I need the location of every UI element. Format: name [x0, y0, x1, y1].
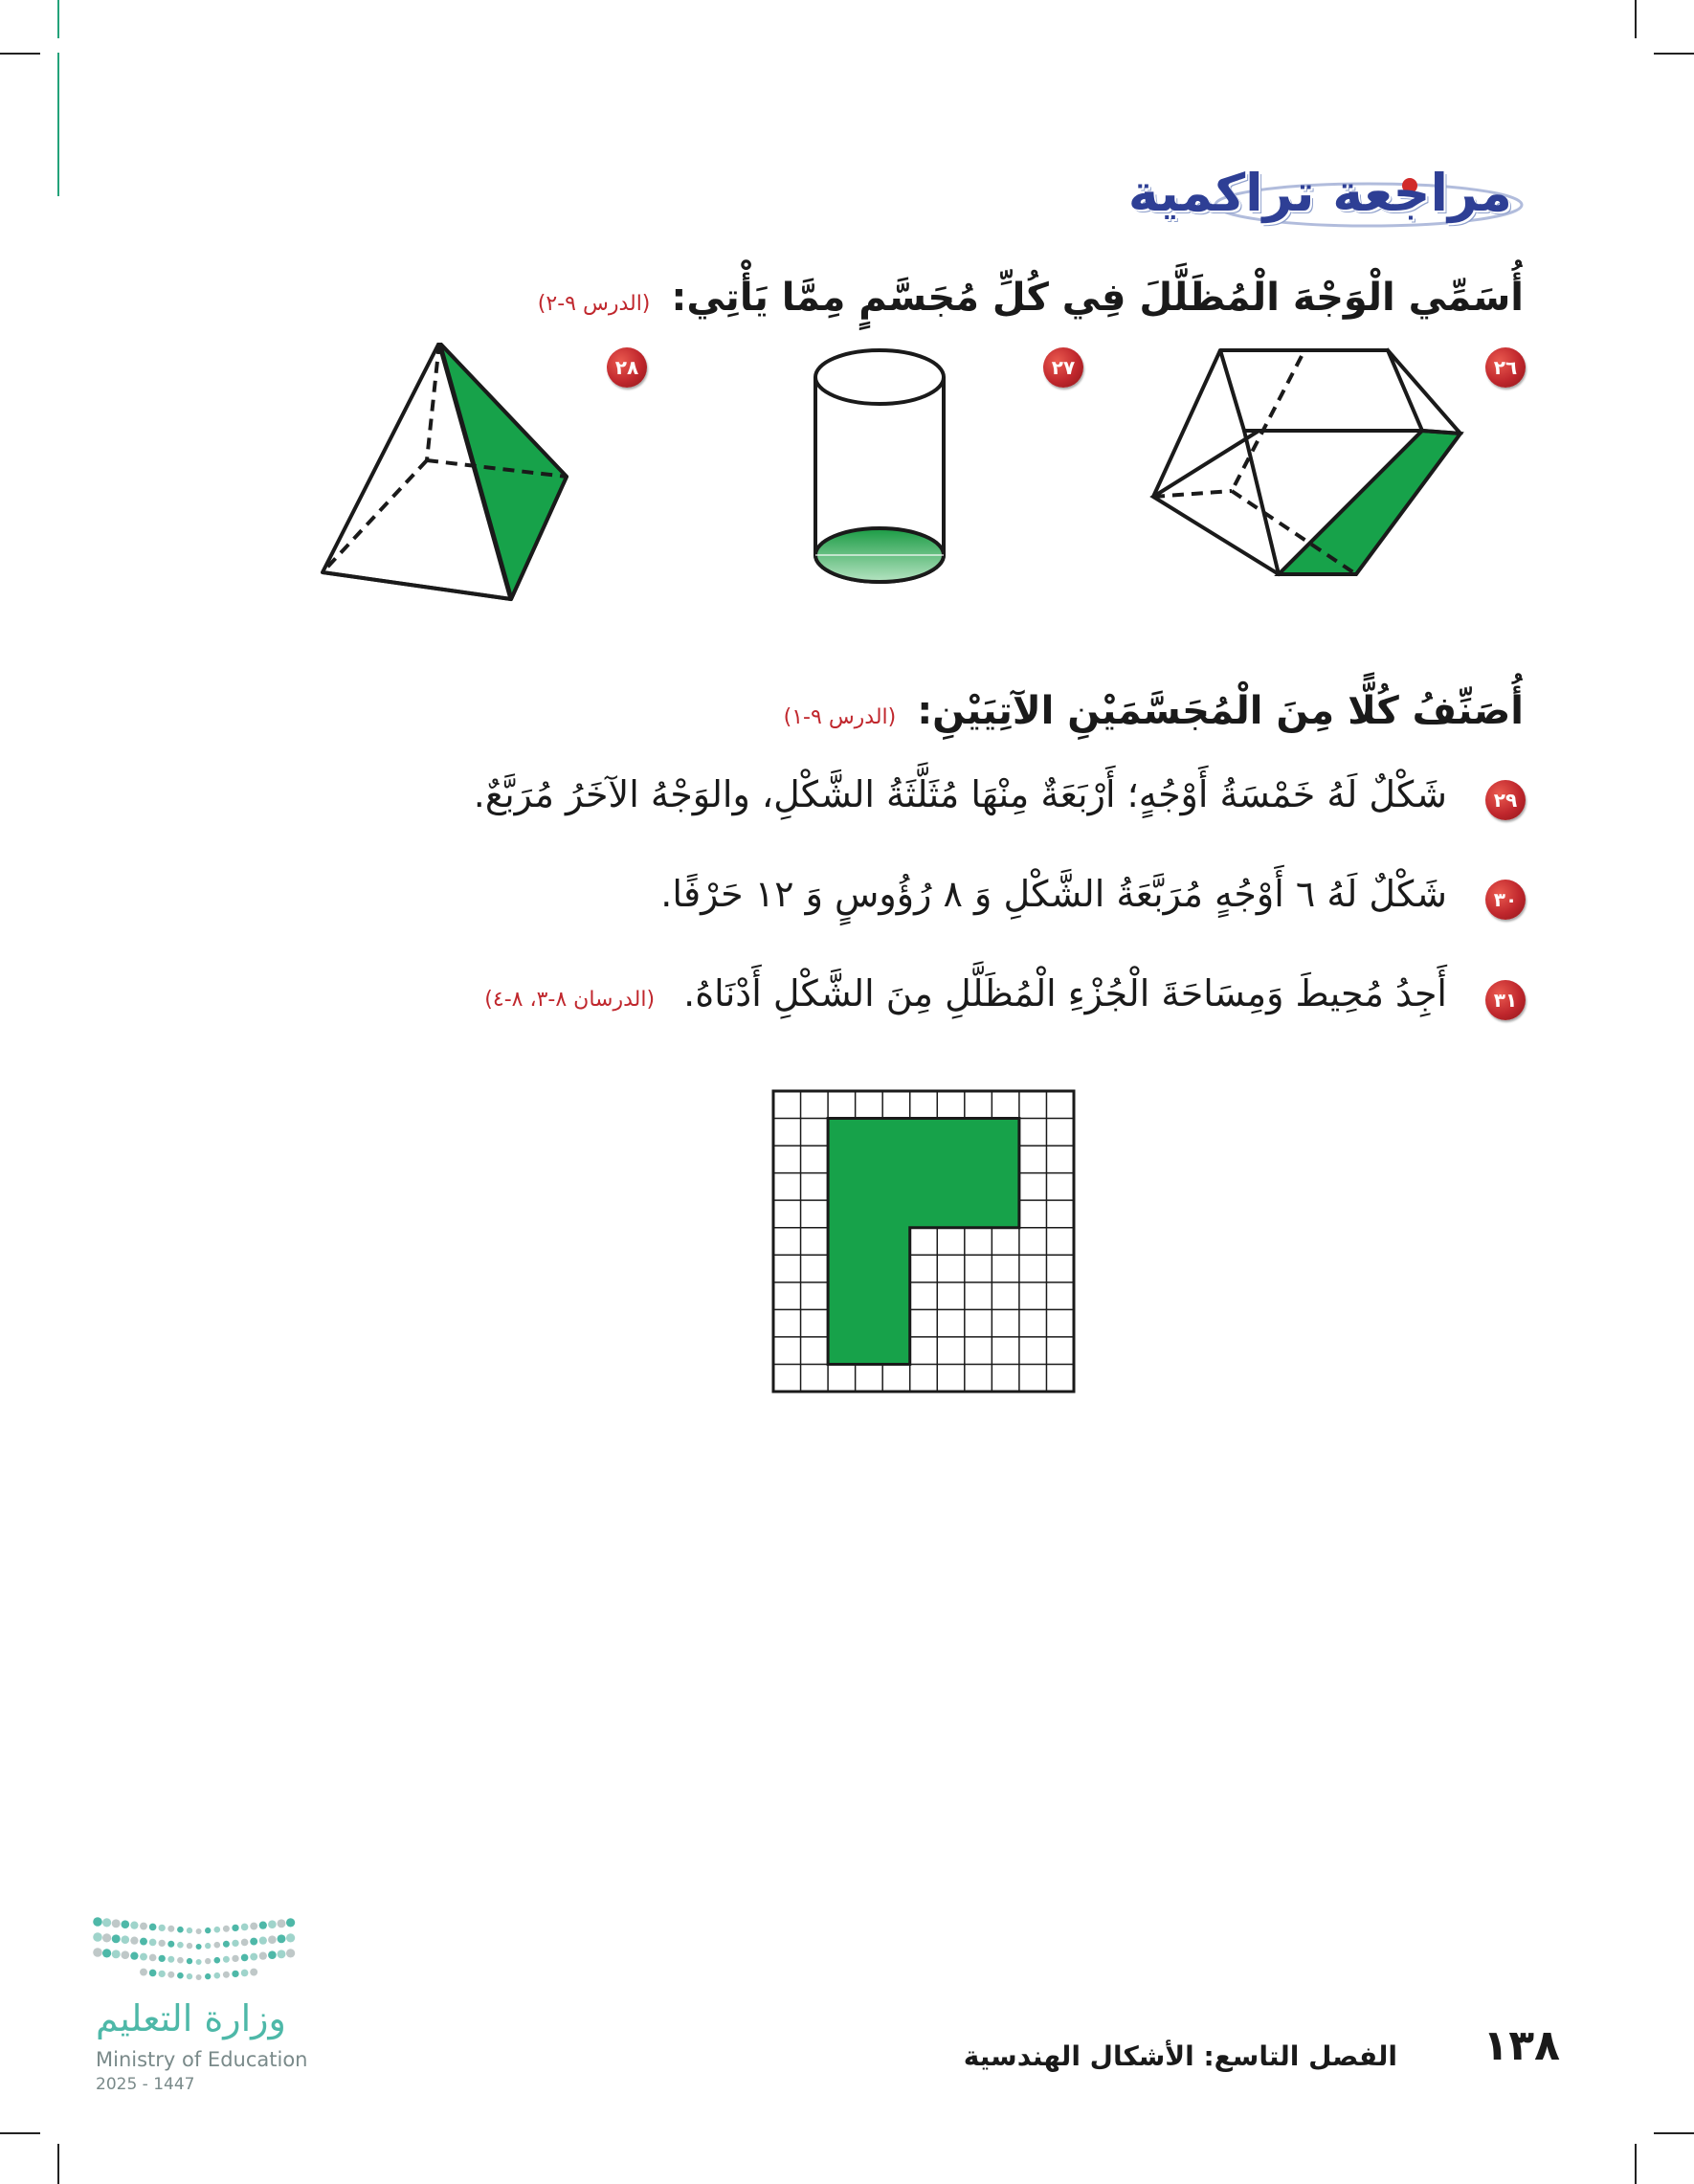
logo-dot [140, 1969, 147, 1976]
logo-dot [268, 1935, 277, 1944]
logo-dot [112, 1950, 121, 1958]
logo-dot [177, 1972, 184, 1979]
page-title: مراجعة تراكمية [1127, 163, 1512, 223]
crop-mark [1654, 2132, 1694, 2134]
logo-dot [268, 1920, 277, 1928]
logo-dot [167, 1956, 174, 1963]
logo-dot [121, 1920, 129, 1928]
logo-dot [149, 1954, 157, 1962]
lesson-reference: (الدرس ٩-١) [783, 705, 897, 729]
logo-dot [205, 1958, 211, 1964]
logo-dot [241, 1970, 249, 1977]
logo-dot [121, 1935, 129, 1944]
question-number-badge: ٢٩ [1485, 780, 1526, 820]
logo-dot [149, 1970, 157, 1977]
logo-dot [187, 1943, 192, 1949]
logo-dot [102, 1949, 111, 1957]
logo-dot [232, 1940, 238, 1947]
logo-dot [93, 1948, 102, 1957]
logo-dot [232, 1925, 238, 1931]
logo-dot [140, 1923, 147, 1930]
instruction-text: أُصَنِّفُ كُلًّا مِنَ الْمُجَسَّمَيْنِ الآتِيَيْنِ: [917, 689, 1524, 733]
logo-dot [223, 1941, 230, 1948]
ministry-name-english: Ministry of Education [96, 2048, 308, 2071]
ministry-logo-icon [92, 1914, 302, 1991]
logo-dot [102, 1933, 111, 1942]
crop-mark [57, 2144, 59, 2184]
logo-dot [223, 1926, 230, 1932]
logo-dot [268, 1950, 277, 1959]
question-number-badge: ٢٨ [607, 347, 647, 388]
lesson-reference: (الدرسان ٨-٣، ٨-٤) [484, 988, 656, 1012]
logo-dot [278, 1950, 286, 1958]
logo-dot [187, 1958, 192, 1964]
logo-dot [121, 1950, 129, 1959]
crop-mark [57, 0, 59, 38]
logo-dot [130, 1921, 138, 1928]
logo-dot [250, 1923, 257, 1930]
logo-dot [93, 1932, 102, 1942]
logo-dot [196, 1928, 202, 1934]
shaded-region-outline [828, 1119, 1019, 1365]
logo-dot [177, 1957, 184, 1964]
logo-dot [259, 1951, 267, 1959]
crop-mark [0, 2132, 40, 2134]
logo-dot [205, 1928, 211, 1933]
logo-dot [213, 1927, 220, 1933]
logo-dot [241, 1924, 249, 1931]
logo-dot [93, 1917, 102, 1927]
chapter-title: الفصل التاسع: الأشكال الهندسية [963, 2040, 1397, 2072]
logo-dot [130, 1936, 138, 1944]
ministry-year: 2025 - 1447 [96, 2075, 195, 2094]
logo-dot [223, 1972, 230, 1978]
question-number-badge: ٣٠ [1485, 880, 1526, 920]
ministry-name-arabic: وزارة التعليم [96, 1997, 286, 2039]
logo-dot [112, 1934, 121, 1943]
logo-dot [149, 1939, 157, 1947]
instruction-name-shaded-face [538, 276, 1524, 320]
logo-dot [167, 1941, 174, 1948]
logo-dot [241, 1939, 249, 1947]
logo-dot [187, 1928, 192, 1933]
logo-dot [187, 1973, 192, 1979]
crop-mark [1635, 2144, 1637, 2184]
logo-dot [177, 1942, 184, 1949]
square-pyramid-figure [318, 343, 574, 603]
logo-dot [102, 1918, 111, 1927]
logo-dot [196, 1944, 202, 1950]
logo-dot [140, 1953, 147, 1961]
logo-dot [213, 1957, 220, 1964]
logo-dot [159, 1971, 166, 1977]
logo-dot [112, 1919, 121, 1928]
logo-dot [250, 1969, 257, 1976]
instruction-classify-solids [784, 689, 1524, 733]
question-text: شَكْلٌ لَهُ ٦ أَوْجُهٍ مُرَبَّعَةُ الشَّكْلِ وَ ٨ رُؤُوسٍ وَ ١٢ حَرْفًا. [660, 873, 1447, 915]
logo-dot [167, 1926, 174, 1932]
logo-dot [177, 1927, 184, 1933]
logo-dot [205, 1943, 211, 1949]
question-text [484, 972, 1447, 1014]
rectangular-prism-figure [1148, 345, 1474, 584]
logo-dot [259, 1921, 267, 1928]
question-text-body: أَجِدُ مُحِيطَ وَمِسَاحَةَ الْجُزْءِ الْمُظَلَّلِ مِنَ الشَّكْلِ أَدْنَاهُ. [683, 972, 1447, 1014]
logo-dot [241, 1954, 249, 1962]
crop-mark [1654, 53, 1694, 55]
logo-dot [196, 1974, 202, 1980]
logo-dot [196, 1959, 202, 1965]
logo-dot [232, 1971, 238, 1977]
question-text: شَكْلٌ لَهُ خَمْسَةُ أَوْجُهٍ؛ أَرْبَعَةٌ مِنْهَا مُثَلَّثَةُ الشَّكْلِ، والوَجْهُ الآخَرُ مُرَبَّعٌ. [473, 773, 1447, 815]
logo-dot [250, 1953, 257, 1961]
shaded-grid-figure [771, 1089, 1076, 1393]
crop-mark [57, 53, 59, 196]
question-number-badge: ٣١ [1485, 980, 1526, 1020]
logo-dot [286, 1918, 295, 1927]
cylinder-figure [810, 346, 949, 597]
logo-dot [223, 1956, 230, 1963]
logo-dot [286, 1949, 295, 1957]
logo-dot [149, 1924, 157, 1931]
logo-dot [159, 1925, 166, 1931]
logo-dot [130, 1951, 138, 1959]
lesson-reference: (الدرس ٩-٢) [537, 292, 651, 316]
logo-dot [278, 1919, 286, 1928]
logo-dot [286, 1933, 295, 1942]
logo-dot [205, 1973, 211, 1979]
crop-mark [1635, 0, 1637, 38]
question-number-badge: ٢٧ [1043, 347, 1083, 388]
logo-dot [250, 1938, 257, 1946]
page-number: ١٣٨ [1482, 2021, 1560, 2070]
logo-dot [213, 1972, 220, 1979]
logo-dot [259, 1936, 267, 1944]
logo-dot [213, 1942, 220, 1949]
instruction-text: أُسَمِّي الْوَجْهَ الْمُظَلَّلَ فِي كُلِّ مُجَسَّمٍ مِمَّا يَأْتِي: [671, 276, 1524, 320]
logo-dot [167, 1972, 174, 1978]
logo-dot [140, 1938, 147, 1946]
crop-mark [0, 53, 40, 55]
logo-dot [232, 1955, 238, 1962]
logo-dot [159, 1940, 166, 1947]
logo-dot [159, 1955, 166, 1962]
logo-dot [278, 1934, 286, 1943]
question-number-badge: ٢٦ [1485, 347, 1526, 388]
